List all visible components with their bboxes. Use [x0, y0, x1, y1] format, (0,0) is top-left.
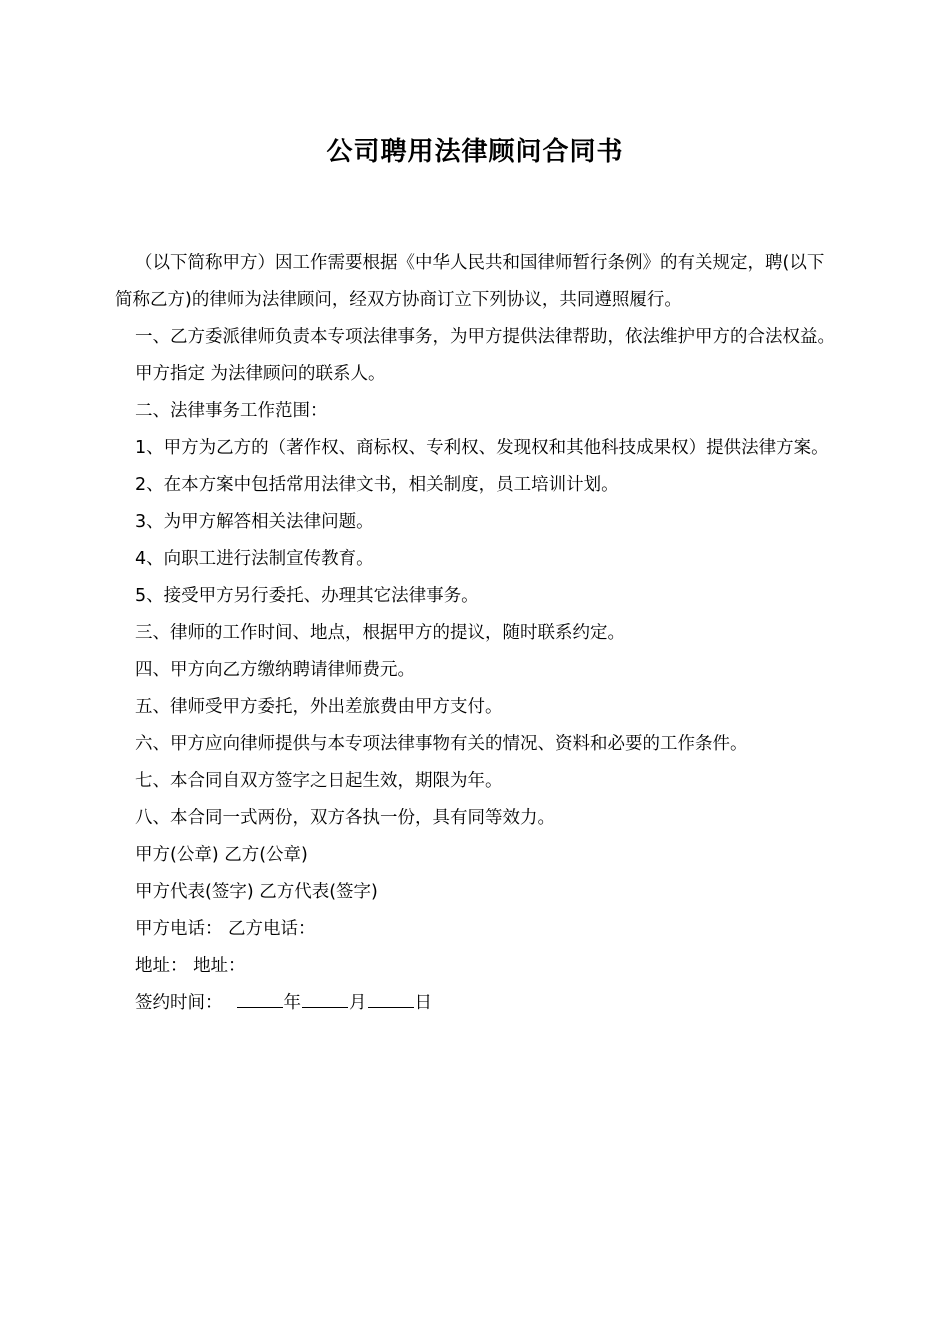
paragraph-preamble: （以下简称甲方）因工作需要根据《中华人民共和国律师暂行条例》的有关规定，聘(以下简称乙方)的律师为法律顾问，经双方协商订立下列协议，共同遵照履行。 — [115, 253, 825, 310]
paragraph-representatives: 甲方代表(签字) 乙方代表(签字) — [135, 882, 378, 902]
signing-date-line — [115, 985, 840, 1022]
paragraph-scope-3: 3、为甲方解答相关法律问题。 — [135, 512, 374, 532]
month-label: 月 — [349, 993, 367, 1013]
signing-date-label: 签约时间： — [135, 993, 223, 1013]
paragraph-scope-5: 5、接受甲方另行委托、办理其它法律事务。 — [135, 586, 479, 606]
paragraph-clause-7: 七、本合同自双方签字之日起生效，期限为年。 — [135, 771, 503, 791]
month-blank — [302, 985, 348, 1008]
day-label: 日 — [414, 993, 432, 1013]
document-body — [115, 245, 840, 1022]
year-blank — [237, 985, 283, 1008]
paragraph-clause-5: 五、律师受甲方委托，外出差旅费由甲方支付。 — [135, 697, 503, 717]
paragraph-seals: 甲方(公章) 乙方(公章) — [135, 845, 308, 865]
day-blank — [368, 985, 414, 1008]
document-title: 公司聘用法律顾问合同书 — [326, 137, 624, 167]
paragraph-clause-2-heading: 二、法律事务工作范围： — [135, 401, 328, 421]
paragraph-scope-2: 2、在本方案中包括常用法律文书，相关制度，员工培训计划。 — [135, 475, 619, 495]
paragraph-scope-4: 4、向职工进行法制宣传教育。 — [135, 549, 374, 569]
paragraph-clause-1: 一、乙方委派律师负责本专项法律事务，为甲方提供法律帮助，依法维护甲方的合法权益。 — [135, 327, 835, 347]
paragraph-clause-6: 六、甲方应向律师提供与本专项法律事物有关的情况、资料和必要的工作条件。 — [135, 734, 748, 754]
paragraph-clause-3: 三、律师的工作时间、地点，根据甲方的提议，随时联系约定。 — [135, 623, 625, 643]
paragraph-contact-person: 甲方指定 为法律顾问的联系人。 — [135, 364, 386, 384]
year-label: 年 — [283, 993, 301, 1013]
paragraph-scope-1: 1、甲方为乙方的（著作权、商标权、专利权、发现权和其他科技成果权）提供法律方案。 — [135, 438, 829, 458]
paragraph-clause-8: 八、本合同一式两份，双方各执一份，具有同等效力。 — [135, 808, 555, 828]
paragraph-phones: 甲方电话： 乙方电话： — [135, 919, 316, 939]
paragraph-clause-4: 四、甲方向乙方缴纳聘请律师费元。 — [135, 660, 415, 680]
paragraph-addresses: 地址： 地址： — [135, 956, 246, 976]
